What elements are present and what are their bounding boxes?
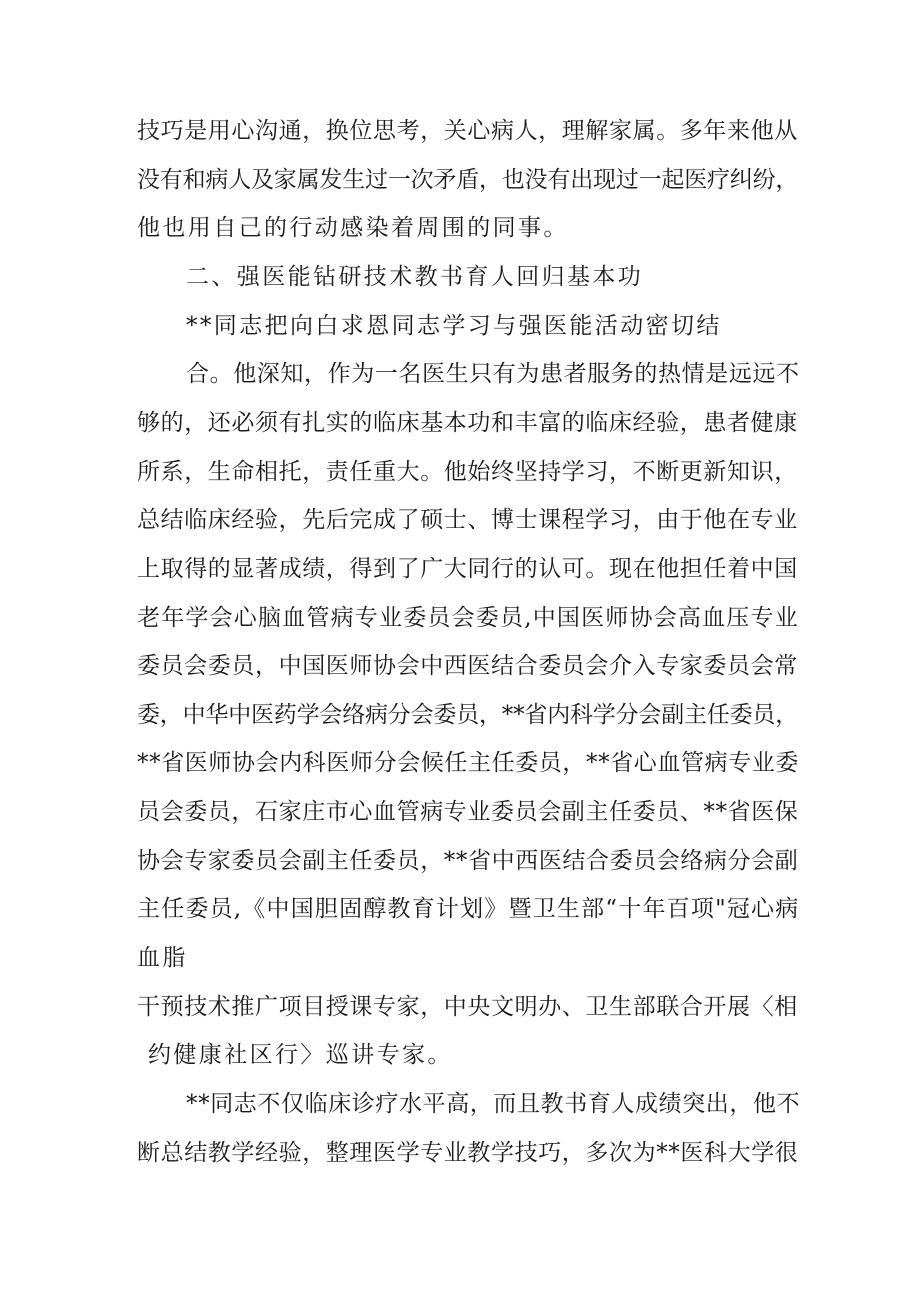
text-line-15: 员会委员，石家庄市心血管病专业委员会副主任委员、**省医保 (137, 799, 799, 825)
text-line-16: 协会专家委员会副主任委员，**省中西医结合委员会络病分会副 (137, 848, 799, 874)
text-line-6: 合。他深知，作为一名医生只有为患者服务的热情是远远不 (186, 361, 800, 387)
text-line-21: **同志不仅临床诊疗水平高，而且教书育人成绩突出，他不 (186, 1091, 801, 1117)
text-line-8: 所系，生命相托，责任重大。他始终坚持学习，不断更新知识， (137, 459, 798, 485)
text-line-13: 委，中华中医药学会络病分会委员，**省内科学分会副主任委员， (137, 702, 799, 728)
text-line-14: **省医师协会内科医师分会候任主任委员，**省心血管病专业委 (137, 750, 799, 776)
text-line-5: **同志把向白求恩同志学习与强医能活动密切结 (186, 313, 722, 339)
text-line-2: 没有和病人及家属发生过一次矛盾，也没有出现过一起医疗纠纷， (137, 167, 799, 193)
text-line-1: 技巧是用心沟通，换位思考，关心病人，理解家属。多年来他从 (137, 118, 798, 144)
text-line-3: 他也用自己的行动感染着周围的同事。 (137, 215, 569, 241)
text-line-10: 上取得的显著成绩，得到了广大同行的认可。现在他担任着中国 (137, 556, 798, 582)
text-line-20: 约健康社区行〉巡讲专家。 (148, 1042, 453, 1068)
text-line-11: 老年学会心脑血管病专业委员会委员,中国医师协会高血压专业 (137, 605, 799, 631)
text-line-7: 够的，还必须有扎实的临床基本功和丰富的临床经验，患者健康 (137, 410, 798, 436)
text-line-18: 血脂 (137, 945, 188, 971)
text-line-17: 主任委员,《中国胆固醇教育计划》暨卫生部“十年百项"冠心病 (137, 896, 800, 922)
text-line-12: 委员会委员，中国医师协会中西医结合委员会介入专家委员会常 (137, 653, 798, 679)
section-heading: 二、强医能钻研技术教书育人回归基本功 (186, 264, 644, 290)
text-line-19: 干预技术推广项目授课专家，中央文明办、卫生部联合开展〈相 (137, 994, 798, 1020)
text-line-9: 总结临床经验，先后完成了硕士、博士课程学习，由于他在专业 (137, 507, 798, 533)
text-line-22: 断总结教学经验，整理医学专业教学技巧，多次为**医科大学很 (137, 1140, 799, 1166)
